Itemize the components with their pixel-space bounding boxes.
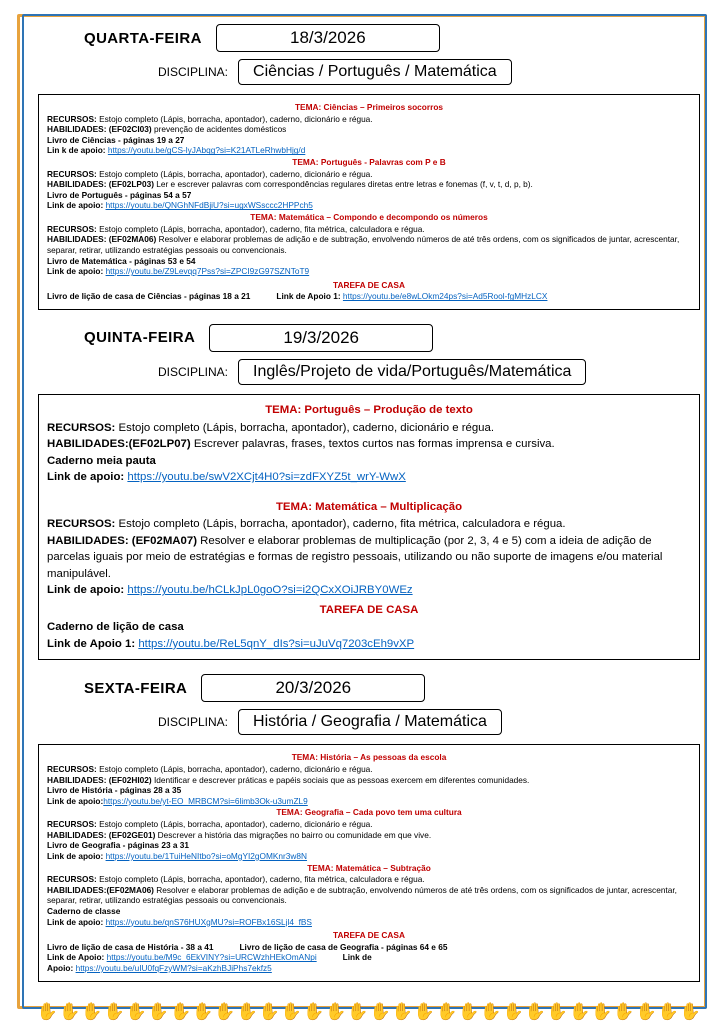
tema-title: TEMA: Matemática – Multiplicação [275, 500, 463, 513]
hand-icon: ✋ [258, 1001, 280, 1021]
support-link[interactable]: https://youtu.be/hCLkJpL0goO?si=i2QCxXOiJRBY0WEz [127, 584, 413, 597]
line-label: RECURSOS: [47, 113, 97, 124]
day-header-2 [38, 674, 700, 702]
hand-icon: ✋ [169, 1001, 192, 1021]
line-label: Link de [342, 952, 372, 963]
line-text: prevenção de acidentes domésticos [151, 124, 287, 135]
tema-title: TEMA: Português - Palavras com P e B [292, 157, 446, 168]
decorative-hands-row [38, 994, 700, 1020]
resource-line [47, 764, 691, 775]
hand-icon: ✋ [502, 1001, 524, 1021]
line-text: Resolver e elaborar problemas de adição e de subtração, envolvendo números de até três ordens, com os significados de juntar, acrescentar, separar, retirar, utilizando estratégias pessoais ou convencionais. [47, 884, 677, 906]
resource-line [47, 169, 691, 180]
book-line [47, 190, 691, 201]
line-label: RECURSOS: [47, 874, 97, 885]
support-link-line [47, 266, 691, 277]
line-label: RECURSOS: [47, 764, 97, 775]
line-label: Link de apoio: [47, 916, 104, 927]
day-name: QUARTA-FEIRA [84, 29, 202, 47]
line-label: Livro de lição de casa de História - 38 a 41 [47, 941, 214, 952]
line-label: Caderno de lição de casa [47, 621, 184, 634]
discipline-row-2 [38, 709, 700, 735]
discipline-label: DISCIPLINA: [158, 364, 229, 379]
support-link-line [47, 917, 691, 928]
support-link[interactable]: https://youtu.be/Z9Levqq7Pss?si=ZPCI9zG97SZNToT9 [105, 266, 310, 277]
support-link-line [47, 582, 691, 599]
line-label: Livro de lição de casa de Geografia - páginas 64 e 65 [239, 941, 448, 952]
homework-title: TAREFA DE CASA [333, 930, 405, 941]
homework-line [47, 942, 691, 953]
homework-title: TAREFA DE CASA [333, 279, 405, 290]
tema-title: TEMA: Matemática – Subtração [307, 862, 431, 873]
support-link[interactable]: https://youtu.be/e8wLOkm24ps?si=Ad5Rool-fgMHzLCX [342, 291, 548, 302]
line-text: Resolver e elaborar problemas de multiplicação (por 2, 3, 4 e 5) com a ideia de adição de parcelas iguais por meio de estratégias e formas de registro pessoais, utilizando ou não suporte de imagens e/ou material manipulável. [47, 534, 663, 580]
line-label: Link de Apoio 1: [276, 291, 341, 302]
homework-link-line [47, 636, 691, 653]
hand-icon: ✋ [480, 1001, 502, 1021]
resource-line [47, 420, 691, 437]
line-text: Ler e escrever palavras com correspondências regulares diretas entre letras e fonemas (f, v, t, d, p, b). [153, 179, 533, 190]
homework-line [47, 619, 691, 636]
hand-icon: ✋ [236, 1001, 258, 1021]
resource-line [47, 874, 691, 885]
hand-icon: ✋ [458, 1001, 480, 1021]
skill-line [47, 533, 691, 583]
hand-icon: ✋ [591, 1001, 613, 1021]
hand-icon: ✋ [413, 1001, 436, 1021]
day-name: SEXTA-FEIRA [84, 679, 188, 697]
support-link[interactable]: https://youtu.be/gCS-lyJAbqg?si=K21ATLeRhwbHjg/d [107, 145, 306, 156]
book-line [47, 135, 691, 146]
hand-icon: ✋ [125, 1001, 147, 1021]
homework-line [47, 291, 691, 302]
line-text: Estojo completo (Lápis, borracha, apontador), caderno, fita métrica, calculadora e régua. [96, 874, 425, 885]
line-label: HABILIDADES:(EF02LP07) [47, 438, 191, 451]
support-link[interactable]: https://youtu.be/swV2XCjt4H0?si=zdFXYZ5t_wrY-WwX [127, 471, 406, 484]
hand-icon: ✋ [214, 1001, 236, 1021]
line-label: HABILIDADES: (EF02GE01) [47, 829, 156, 840]
book-line [47, 785, 691, 796]
skill-line [47, 830, 691, 841]
line-label: RECURSOS: [47, 819, 97, 830]
discipline-box: História / Geografia / Matemática [238, 709, 502, 735]
discipline-label: DISCIPLINA: [158, 715, 229, 730]
date-box: 19/3/2026 [209, 324, 433, 352]
hand-icon: ✋ [147, 1001, 169, 1021]
hand-icon: ✋ [302, 1001, 325, 1021]
skill-line [47, 234, 691, 255]
line-label: Link de Apoio 1: [47, 637, 136, 650]
support-link[interactable]: https://youtu.be/QNGhNFdBjiU?si=ugxWSsccc2HPPch5 [105, 200, 313, 211]
line-text: Descrever a história das migrações no bairro ou comunidade em que vive. [155, 829, 432, 840]
support-link-line [47, 796, 691, 807]
line-label: Link de apoio: [47, 584, 125, 597]
hand-icon: ✋ [36, 1001, 59, 1021]
line-label: Livro de lição de casa de Ciências - páginas 18 a 21 [47, 291, 251, 302]
support-link-line [47, 145, 691, 156]
resource-line [47, 114, 691, 125]
discipline-label: DISCIPLINA: [158, 65, 229, 79]
tema-title: TEMA: Português – Produção de texto [265, 403, 473, 416]
support-link[interactable]: https://youtu.be/ReL5qnY_dIs?si=uJuVq7203cEh9vXP [138, 637, 415, 650]
discipline-row-0 [38, 59, 700, 85]
line-label: HABILIDADES: (EF02MA07) [47, 534, 197, 547]
line-label: Caderno de classe [47, 905, 121, 916]
discipline-box: Ciências / Português / Matemática [238, 59, 512, 85]
day-name: QUINTA-FEIRA [84, 329, 196, 347]
tema-title: TEMA: Matemática – Compondo e decompondo os números [250, 212, 488, 223]
skill-line [47, 885, 691, 906]
line-text: Estojo completo (Lápis, borracha, apontador), caderno, fita métrica, calculadora e régua. [96, 223, 425, 234]
skill-line [47, 436, 691, 453]
homework-title: TAREFA DE CASA [319, 603, 419, 616]
resource-line [47, 516, 691, 533]
support-link[interactable]: https://youtu.be/M9c_6EkVINY?si=URCWzhHEkOmANpi [106, 952, 317, 963]
line-label: Livro de Geografia - páginas 23 a 31 [47, 840, 190, 851]
hand-icon: ✋ [280, 1001, 302, 1021]
line-label: Link de apoio: [47, 795, 104, 806]
line-label: Lin k de apoio: [47, 145, 106, 156]
hand-icon: ✋ [436, 1001, 458, 1021]
hand-icon: ✋ [192, 1001, 214, 1021]
line-label: Apoio: [47, 962, 74, 973]
hand-icon: ✋ [613, 1001, 635, 1021]
homework-link-line [47, 952, 691, 963]
tema-title: TEMA: Geografia – Cada povo tem uma cultura [276, 807, 462, 818]
tema-title: TEMA: Ciências – Primeiros socorros [294, 102, 443, 112]
hand-icon: ✋ [391, 1001, 413, 1021]
day-header-1 [38, 324, 700, 352]
support-link[interactable]: https://youtu.be/qnS76HUXgMU?si=ROFBx16SLjl4_fBS [105, 916, 312, 927]
book-line [47, 840, 691, 851]
line-label: HABILIDADES:(EF02MA06) [47, 884, 154, 895]
line-label: RECURSOS: [47, 223, 97, 234]
line-label: Livro de Português - páginas 54 a 57 [47, 189, 192, 200]
hand-icon: ✋ [81, 1001, 103, 1021]
line-label: Livro de Ciências - páginas 19 a 27 [47, 134, 185, 145]
day-content-box-0 [38, 94, 700, 310]
hand-icon: ✋ [679, 1001, 702, 1021]
line-label: Caderno meia pauta [47, 454, 156, 467]
hand-icon: ✋ [59, 1001, 81, 1021]
hand-icon: ✋ [546, 1001, 569, 1021]
support-link-line [47, 469, 691, 486]
notebook-line [47, 453, 691, 470]
line-text: Estojo completo (Lápis, borracha, apontador), caderno, dicionário e régua. [96, 764, 373, 775]
line-label: HABILIDADES: (EF02MA06) [47, 234, 157, 245]
hand-icon: ✋ [369, 1001, 391, 1021]
line-label: Link de apoio: [47, 850, 104, 861]
line-label: RECURSOS: [47, 168, 97, 179]
line-text: Resolver e elaborar problemas de adição e de subtração, envolvendo números de até três ordens, com os significados de juntar, acrescentar, separar, retirar, utilizando estratégias pessoais ou convencionais. [47, 234, 680, 255]
hand-icon: ✋ [325, 1001, 347, 1021]
line-text: Escrever palavras, frases, textos curtos nas formas imprensa e cursiva. [190, 438, 555, 451]
line-label: Livro de Matemática - páginas 53 e 54 [47, 255, 196, 266]
discipline-box: Inglês/Projeto de vida/Português/Matemática [238, 359, 586, 385]
hand-icon: ✋ [569, 1001, 591, 1021]
line-label: HABILIDADES: (EF02HI02) [47, 774, 152, 785]
line-label: Link de apoio: [47, 200, 104, 211]
skill-line [47, 179, 691, 190]
line-label: Livro de História - páginas 28 a 35 [47, 785, 182, 796]
support-link-line [47, 200, 691, 211]
day-content-box-1 [38, 394, 700, 660]
hand-icon: ✋ [635, 1001, 657, 1021]
line-text: Estojo completo (Lápis, borracha, apontador), caderno, dicionário e régua. [96, 168, 373, 179]
skill-line [47, 775, 691, 786]
day-header-0 [38, 24, 700, 52]
support-link[interactable]: https://youtu.be/1TuiHeNItbo?si=oMgYI2gOMKnr3w8N [105, 850, 308, 861]
tema-title: TEMA: História – As pessoas da escola [291, 752, 447, 763]
hand-icon: ✋ [347, 1001, 369, 1021]
line-label: HABILIDADES: (EF02LP03) [47, 179, 154, 190]
line-label: RECURSOS: [47, 421, 116, 434]
line-text: Estojo completo (Lápis, borracha, apontador), caderno, fita métrica, calculadora e régua. [115, 518, 566, 531]
line-label: Link de apoio: [47, 266, 104, 277]
discipline-row-1 [38, 359, 700, 385]
book-line [47, 256, 691, 267]
line-label: Link de apoio: [47, 471, 125, 484]
support-link[interactable]: https://youtu.be/uIU0fqFzyWM?si=aKzhBJiPhs7ekfz5 [75, 962, 272, 973]
resource-line [47, 819, 691, 830]
hand-icon: ✋ [524, 1001, 546, 1021]
line-text: Estojo completo (Lápis, borracha, apontador), caderno, dicionário e régua. [96, 113, 373, 124]
plan-content [38, 24, 700, 1020]
support-link[interactable]: https://youtu.be/yt-EO_MRBCM?si=6limb3Ok-u3umZL9 [103, 795, 308, 806]
line-label: HABILIDADES: (EF02CI03) [47, 124, 152, 135]
support-link-line [47, 851, 691, 862]
line-text: Identificar e descrever práticas e papéis sociais que as pessoas exercem em diferentes comunidades. [151, 774, 530, 785]
line-label: RECURSOS: [47, 518, 116, 531]
skill-line [47, 124, 691, 135]
notebook-line [47, 906, 691, 917]
homework-link-line-2 [47, 963, 691, 974]
hand-icon: ✋ [103, 1001, 125, 1021]
block-spacer [47, 486, 691, 498]
hand-icon: ✋ [657, 1001, 679, 1021]
resource-line [47, 224, 691, 235]
line-text: Estojo completo (Lápis, borracha, apontador), caderno, dicionário e régua. [115, 421, 495, 434]
line-text: Estojo completo (Lápis, borracha, apontador), caderno, dicionário e régua. [96, 819, 373, 830]
date-box: 18/3/2026 [216, 24, 440, 52]
day-content-box-2 [38, 744, 700, 981]
line-label: Link de Apoio: [47, 952, 105, 963]
date-box: 20/3/2026 [201, 674, 425, 702]
